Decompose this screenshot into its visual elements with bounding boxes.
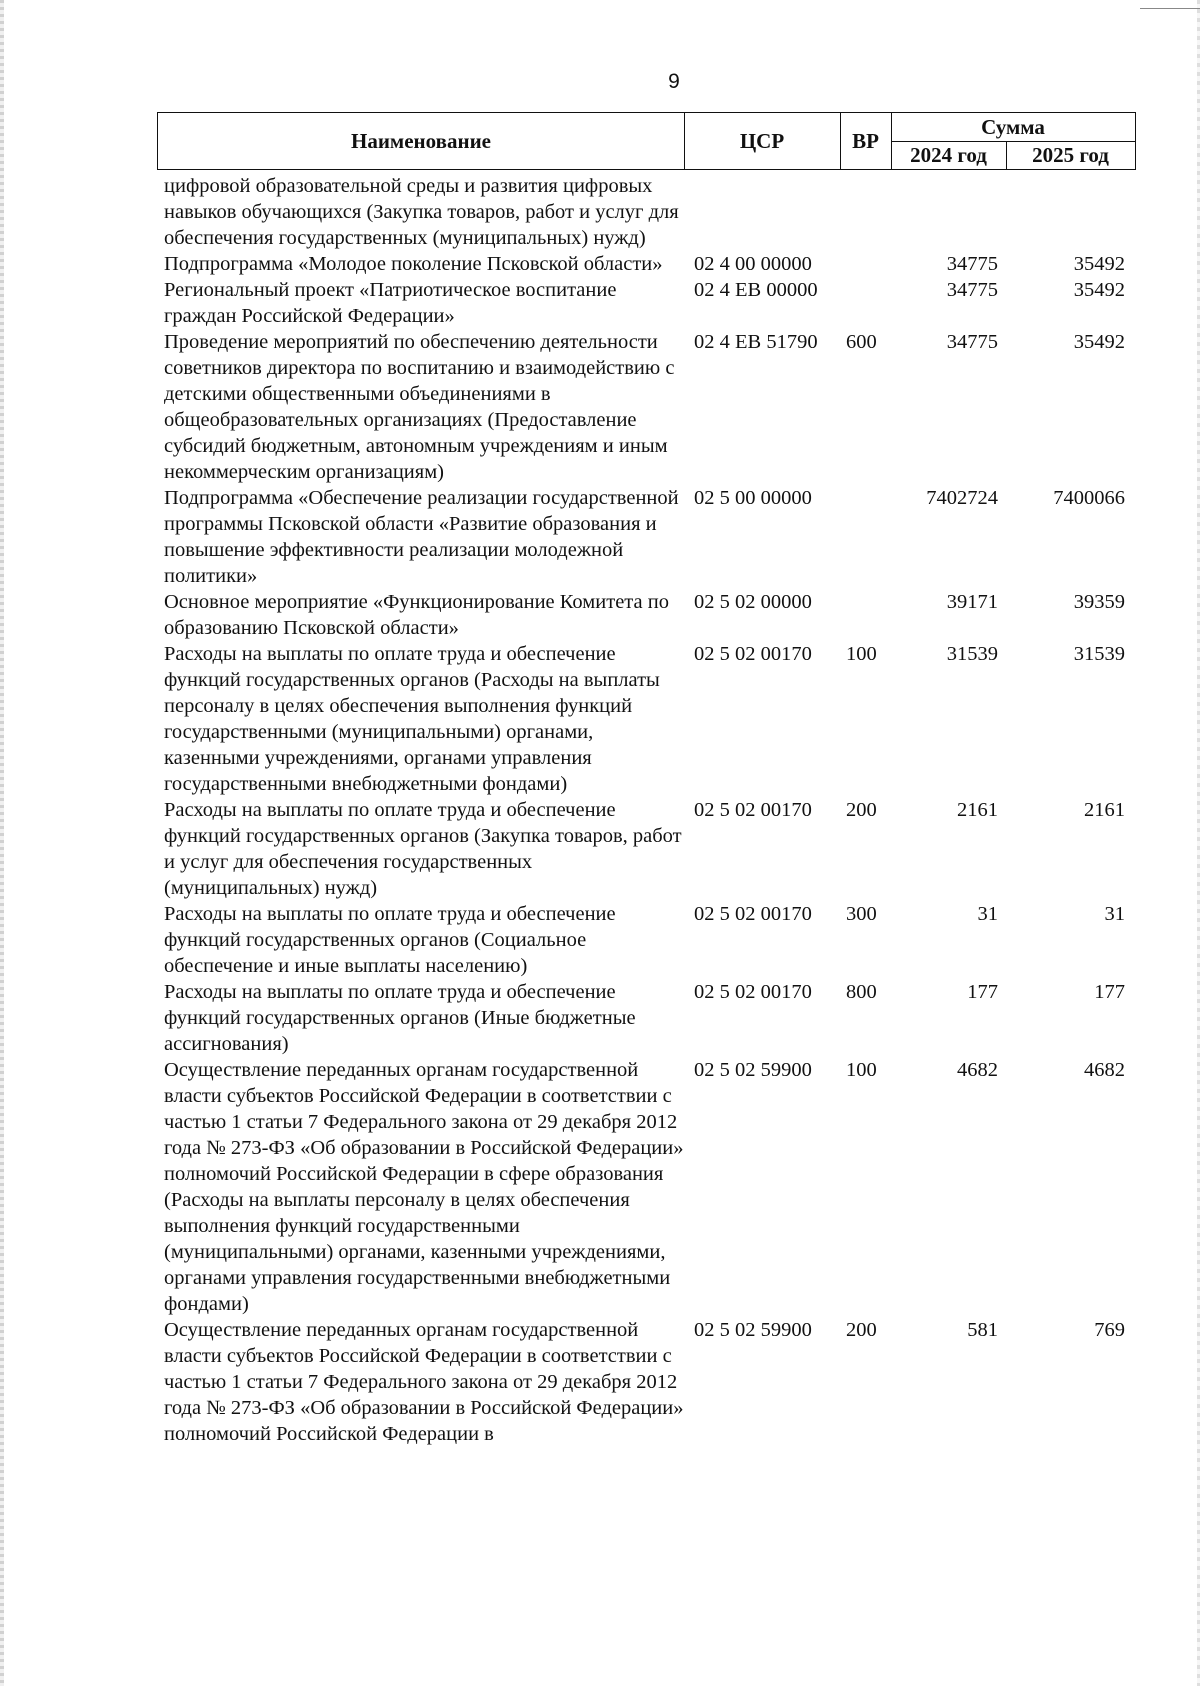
row-sum-2024: 34775	[946, 253, 998, 275]
table-row	[0, 277, 1200, 329]
row-csr: 02 5 02 00170	[694, 903, 812, 925]
row-sum-2025: 769	[1094, 1319, 1125, 1341]
table-body	[0, 173, 1200, 1447]
row-sum-2024: 34775	[946, 331, 998, 353]
row-sum-2024: 31	[977, 903, 998, 925]
row-sum-2025: 39359	[1073, 591, 1125, 613]
row-name: Осуществление переданных органам государственной власти субъектов Российской Федерации в соответствии с частью 1 статьи 7 Федерального закона от 29 декабря 2012 года № 273-ФЗ «Об образовании в Российской Федерации» полномочий Российской Федерации в сфере образования (Расходы на выплаты персоналу в целях обеспечения выполнения функций государственными (муниципальными) органами, казенными учреждениями, органами управления государственными внебюджетными фондами)	[164, 1059, 684, 1315]
row-name: Осуществление переданных органам государственной власти субъектов Российской Федерации в соответствии с частью 1 статьи 7 Федерального закона от 29 декабря 2012 года № 273-ФЗ «Об образовании в Российской Федерации» полномочий Российской Федерации в	[164, 1319, 684, 1445]
row-csr: 02 4 EB 51790	[694, 331, 818, 353]
row-sum-2025: 4682	[1084, 1059, 1125, 1081]
row-csr: 02 5 02 00170	[694, 643, 812, 665]
row-vr: 100	[846, 1059, 877, 1081]
row-csr: 02 5 02 00170	[694, 981, 812, 1003]
row-sum-2024: 7402724	[926, 487, 998, 509]
row-name: цифровой образовательной среды и развития цифровых навыков обучающихся (Закупка товаров, работ и услуг для обеспечения государственных (муниципальных) нужд)	[164, 175, 679, 249]
row-sum-2025: 35492	[1073, 331, 1125, 353]
row-name: Расходы на выплаты по оплате труда и обеспечение функций государственных органов (Иные бюджетные ассигнования)	[164, 981, 636, 1055]
row-vr: 200	[846, 1319, 877, 1341]
table-row	[0, 589, 1200, 641]
row-sum-2025: 31539	[1073, 643, 1125, 665]
header-year-2025: 2025 год	[1032, 142, 1109, 167]
row-sum-2025: 177	[1094, 981, 1125, 1003]
row-sum-2024: 34775	[946, 279, 998, 301]
table-header	[157, 112, 1136, 170]
row-name: Расходы на выплаты по оплате труда и обеспечение функций государственных органов (Закупка товаров, работ и услуг для обеспечения государственных (муниципальных) нужд)	[164, 799, 682, 899]
header-csr: ЦСР	[684, 113, 841, 169]
page-number: 9	[668, 70, 680, 93]
header-sum: Сумма	[891, 113, 1135, 142]
table-row	[0, 1057, 1200, 1317]
header-vr: ВР	[840, 113, 892, 169]
row-name: Региональный проект «Патриотическое воспитание граждан Российской Федерации»	[164, 279, 617, 327]
row-sum-2025: 31	[1104, 903, 1125, 925]
row-sum-2024: 31539	[946, 643, 998, 665]
row-vr: 600	[846, 331, 877, 353]
table-row	[0, 251, 1200, 277]
table-row	[0, 485, 1200, 589]
table-row	[0, 797, 1200, 901]
row-name: Основное мероприятие «Функционирование Комитета по образованию Псковской области»	[164, 591, 669, 639]
header-name: Наименование	[158, 113, 685, 169]
row-csr: 02 5 02 59900	[694, 1319, 812, 1341]
header-year-2024: 2024 год	[891, 141, 1007, 169]
row-sum-2024: 2161	[957, 799, 998, 821]
row-sum-2025: 35492	[1073, 279, 1125, 301]
row-sum-2024: 39171	[946, 591, 998, 613]
row-name: Расходы на выплаты по оплате труда и обеспечение функций государственных органов (Расходы на выплаты персоналу в целях обеспечения выполнения функций государственными (муниципальными) органами, казенными учреждениями, органами управления государственными внебюджетными фондами)	[164, 643, 660, 795]
scan-corner-mark	[1140, 8, 1200, 9]
table-row	[0, 173, 1200, 251]
row-sum-2025: 7400066	[1053, 487, 1125, 509]
row-vr: 300	[846, 903, 877, 925]
row-csr: 02 5 00 00000	[694, 487, 812, 509]
row-sum-2025: 2161	[1084, 799, 1125, 821]
row-name: Подпрограмма «Обеспечение реализации государственной программы Псковской области «Развитие образования и повышение эффективности реализации молодежной политики»	[164, 487, 679, 587]
table-row	[0, 329, 1200, 485]
row-name: Подпрограмма «Молодое поколение Псковской области»	[164, 253, 663, 275]
table-row	[0, 641, 1200, 797]
row-csr: 02 4 00 00000	[694, 253, 812, 275]
table-row	[0, 901, 1200, 979]
row-sum-2024: 177	[967, 981, 998, 1003]
row-csr: 02 5 02 00170	[694, 799, 812, 821]
table-row	[0, 1317, 1200, 1447]
row-name: Проведение мероприятий по обеспечению деятельности советников директора по воспитанию и взаимодействию с детскими общественными объединениями в общеобразовательных организациях (Предоставление субсидий бюджетным, автономным учреждениям и иным некоммерческим организациям)	[164, 331, 675, 483]
row-sum-2024: 581	[967, 1319, 998, 1341]
row-csr: 02 5 02 00000	[694, 591, 812, 613]
row-vr: 200	[846, 799, 877, 821]
table-row	[0, 979, 1200, 1057]
row-sum-2025: 35492	[1073, 253, 1125, 275]
row-sum-2024: 4682	[957, 1059, 998, 1081]
row-vr: 100	[846, 643, 877, 665]
row-vr: 800	[846, 981, 877, 1003]
row-csr: 02 4 EB 00000	[694, 279, 818, 301]
row-name: Расходы на выплаты по оплате труда и обеспечение функций государственных органов (Социальное обеспечение и иные выплаты населению)	[164, 903, 616, 977]
row-csr: 02 5 02 59900	[694, 1059, 812, 1081]
